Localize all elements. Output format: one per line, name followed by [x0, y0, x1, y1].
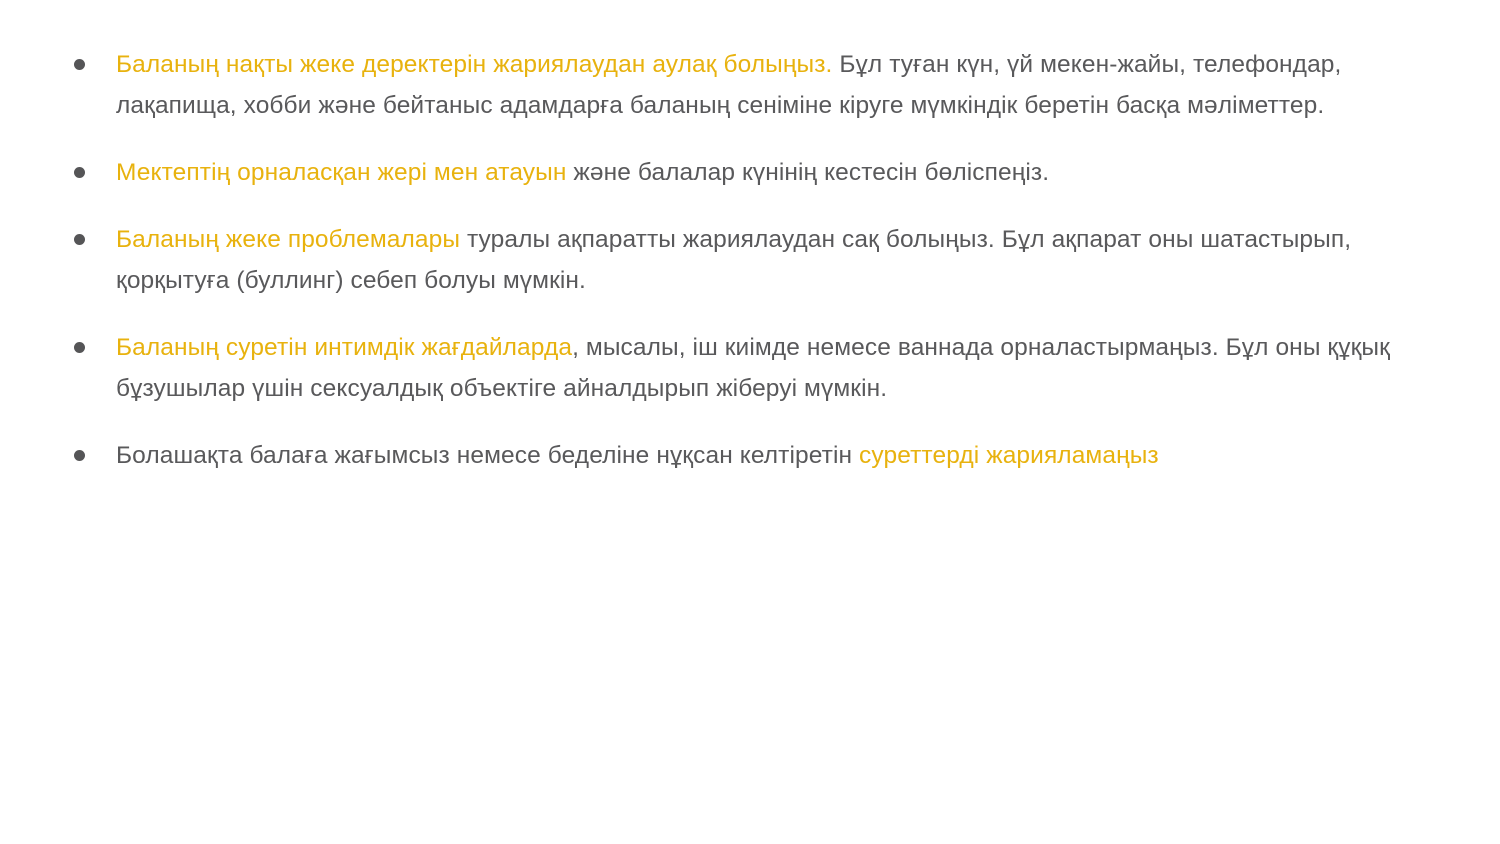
bullet-dot-icon [74, 450, 85, 461]
list-item [68, 435, 1428, 476]
bullet-body-text: туралы ақпаратты жариялаудан сақ болыңыз. Бұл ақпарат оны шатастырып, қорқытуға (буллинг) себеп болуы мүмкін. [116, 226, 1352, 294]
bullet-accent-lead: Баланың жеке проблемалары [116, 226, 461, 253]
bullet-dot-icon [74, 59, 85, 70]
bullet-accent-lead: Баланың нақты жеке деректерін жариялаудан аулақ болыңыз. [116, 51, 833, 78]
list-item [68, 152, 1428, 193]
bullet-accent-lead: Мектептің орналасқан жері мен атауын [116, 159, 567, 186]
bullet-accent-lead: Баланың суретін интимдік жағдайларда [116, 334, 573, 361]
bullet-dot-icon [74, 342, 85, 353]
bullet-dot-icon [74, 167, 85, 178]
bullet-body-text: Бұл туған күн, үй мекен-жайы, телефондар, лақапища, хобби және бейтаныс адамдарға баланың сеніміне кіруге мүмкіндік беретін басқа мәліметтер. [116, 51, 1342, 119]
bullet-body-text: және балалар күнінің кестесін бөліспеңіз. [566, 159, 1050, 186]
list-item [68, 327, 1428, 409]
bullet-body-text: Болашақта балаға жағымсыз немесе беделіне нұқсан келтіретін [116, 442, 860, 469]
bullet-dot-icon [74, 234, 85, 245]
list-item [68, 219, 1428, 301]
list-item [68, 44, 1428, 126]
bullet-list [68, 44, 1428, 476]
bullet-body-text: , мысалы, іш киімде немесе ваннада орналастырмаңыз. Бұл оны құқық бұзушылар үшін сексуалдық объектіге айналдырып жіберуі мүмкін. [116, 334, 1390, 402]
bullet-accent-tail: суреттерді жарияламаңыз [859, 442, 1159, 469]
